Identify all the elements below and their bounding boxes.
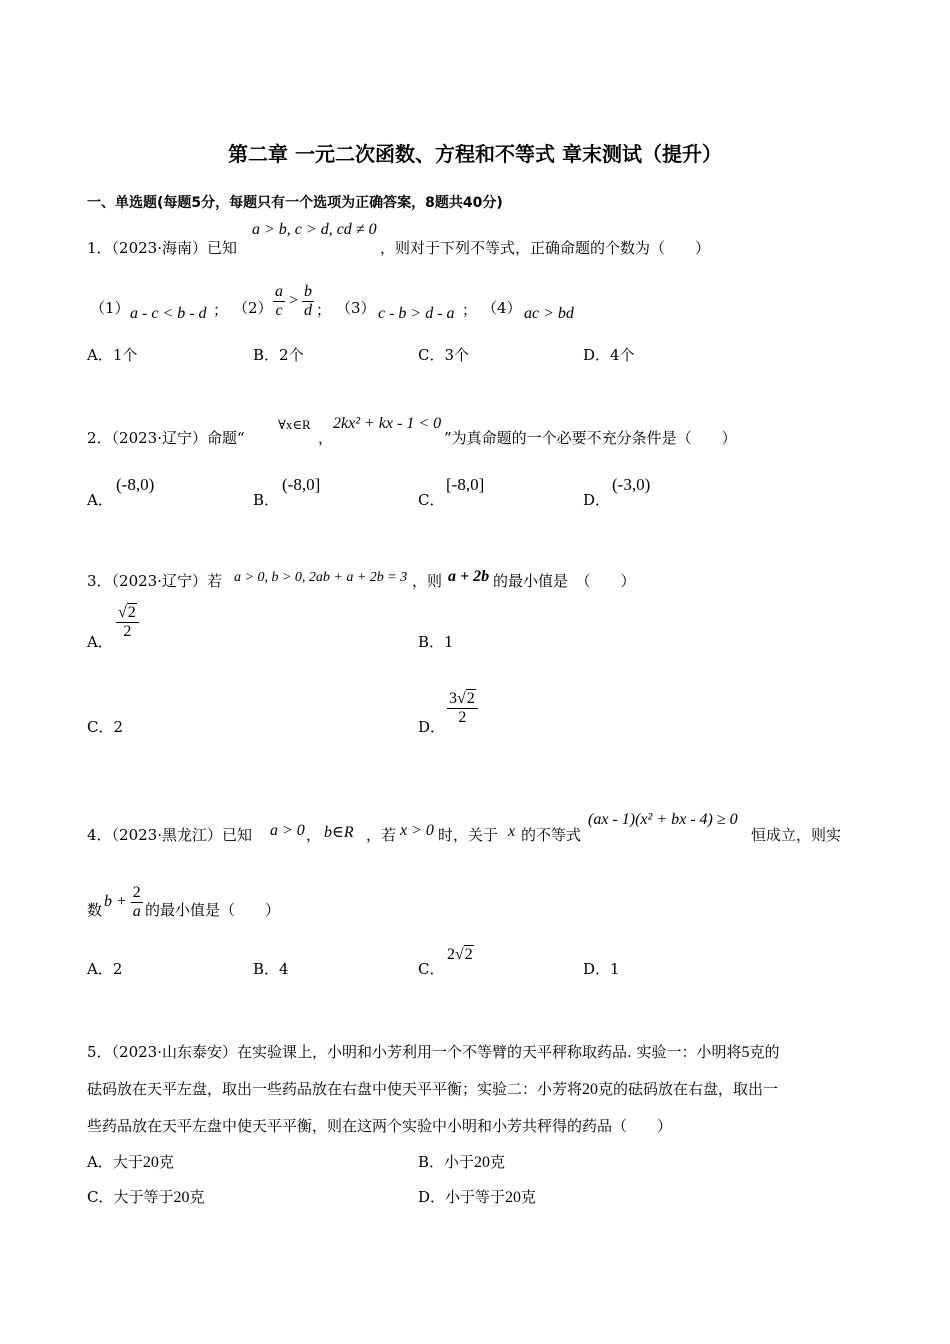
q2-option-c-label: C． <box>418 491 445 509</box>
q4-sep3: 时，关于 <box>438 826 499 844</box>
q5-option-a: A．大于20克 <box>87 1153 174 1171</box>
q4-option-b: B．4 <box>253 960 289 978</box>
q2-option-d-label: D． <box>583 491 611 509</box>
q2-option-a: (-8,0) <box>116 475 155 494</box>
q4-option-c-label: C． <box>418 960 445 978</box>
q5-line1: 5．（2023·山东泰安）在实验课上，小明和小芳利用一个不等臂的天平秤称取药品. 实验一：小明将5克的 <box>87 1043 780 1061</box>
q2-stem: 2．（2023·辽宁）命题“ <box>87 429 245 447</box>
q4-sep2: ，若 <box>366 826 397 844</box>
q4-stem: 4．（2023·黑龙江）已知 <box>87 826 252 844</box>
q5-line3: 些药品放在天平左盘中使天平平衡，则在这两个实验中小明和小芳共秤得的药品（ ） <box>87 1117 673 1135</box>
q4-line2-tail: 的最小值是（ ） <box>145 901 281 919</box>
q4-sep1: ， <box>306 826 322 844</box>
q5-option-d: D．小于等于20克 <box>418 1188 537 1206</box>
q1-stem-tail: ，则对于下列不等式，正确命题的个数为（ ） <box>380 239 711 257</box>
q2-stem-tail: ”为真命题的一个必要不充分条件是（ ） <box>444 429 737 447</box>
q4-stem-line1-tail: 恒成立，则实 <box>751 826 842 844</box>
q3-option-a-label: A． <box>87 633 113 651</box>
q3-stem: 3．（2023·辽宁）若 <box>87 572 222 590</box>
q1-option-c: C．3个 <box>418 346 470 364</box>
q4-cond-b: b∈R <box>324 824 354 841</box>
q5-option-b: B．小于20克 <box>418 1153 506 1171</box>
q1-item4: ac > bd <box>524 305 574 322</box>
q4-option-d: D．1 <box>583 960 620 978</box>
q1-option-a: A．1个 <box>87 346 138 364</box>
q3-stem-tail: 的最小值是 （ ） <box>493 572 636 590</box>
q1-stem: 1．（2023·海南）已知 <box>87 239 237 257</box>
q2-option-b: (-8,0] <box>282 475 321 494</box>
q4-cond-x: x > 0 <box>400 822 434 839</box>
q4-option-a: A．2 <box>87 960 123 978</box>
q1-item2-label: （2） <box>233 299 273 317</box>
q2-comma: ， <box>318 429 334 447</box>
q3-mid: ，则 <box>412 572 443 590</box>
q4-inequality: (ax - 1)(x² + bx - 4) ≥ 0 <box>588 811 738 828</box>
q1-sep3: ； <box>462 301 478 319</box>
q3-option-d-label: D． <box>418 718 446 736</box>
q4-expression: b + $\frac{2}{a}$ <box>104 884 141 920</box>
q1-option-b: B．2个 <box>253 346 304 364</box>
q1-condition: a > b, c > d, cd ≠ 0 <box>252 221 377 238</box>
q2-option-d: (-3,0) <box>612 475 651 494</box>
q1-item1: a - c < b - d <box>130 305 207 322</box>
q3-option-d: $\frac{3√2}{2}$ <box>447 690 478 727</box>
q1-sep1: ； <box>213 301 229 319</box>
q4-var-x: x <box>508 823 516 840</box>
q1-item2: $\frac{a}{c}$ > $\frac{b}{d}$ <box>275 283 313 319</box>
q1-item4-label: （4） <box>482 299 522 317</box>
q3-expression: a + 2b <box>448 568 490 585</box>
q4-line2-pre: 数 <box>87 901 103 919</box>
q5-line2: 砝码放在天平左盘，取出一些药品放在右盘中使天平平衡；实验二：小芳将20克的砝码放在右盘，取出一 <box>87 1080 779 1098</box>
q2-option-b-label: B． <box>253 491 280 509</box>
q1-item1-label: （1） <box>90 299 130 317</box>
q3-option-c: C．2 <box>87 718 124 736</box>
q4-sep4: 的不等式 <box>521 826 582 844</box>
section-heading: 一、单选题(每题5分，每题只有一个选项为正确答案，8题共40分) <box>87 195 503 211</box>
q1-sep2: ； <box>316 301 332 319</box>
q4-option-c: 2√2 <box>447 946 473 963</box>
q1-item3: c - b > d - a <box>378 305 455 322</box>
q2-option-c: [-8,0] <box>446 475 485 494</box>
q3-condition: a > 0, b > 0, 2ab + a + 2b = 3 <box>234 570 408 585</box>
q3-option-a: $\frac{√2}{2}$ <box>116 604 139 641</box>
q4-cond-a: a > 0 <box>270 822 305 839</box>
page-title: 第二章 一元二次函数、方程和不等式 章末测试（提升） <box>228 142 722 166</box>
q1-option-d: D．4个 <box>583 346 635 364</box>
q2-option-a-label: A． <box>87 491 113 509</box>
q3-option-b: B．1 <box>418 633 454 651</box>
q2-forall: ∀x∈R <box>278 417 311 432</box>
q2-inequality: 2kx² + kx - 1 < 0 <box>333 415 442 432</box>
q5-option-c: C．大于等于20克 <box>87 1188 205 1206</box>
q1-item3-label: （3） <box>336 299 376 317</box>
